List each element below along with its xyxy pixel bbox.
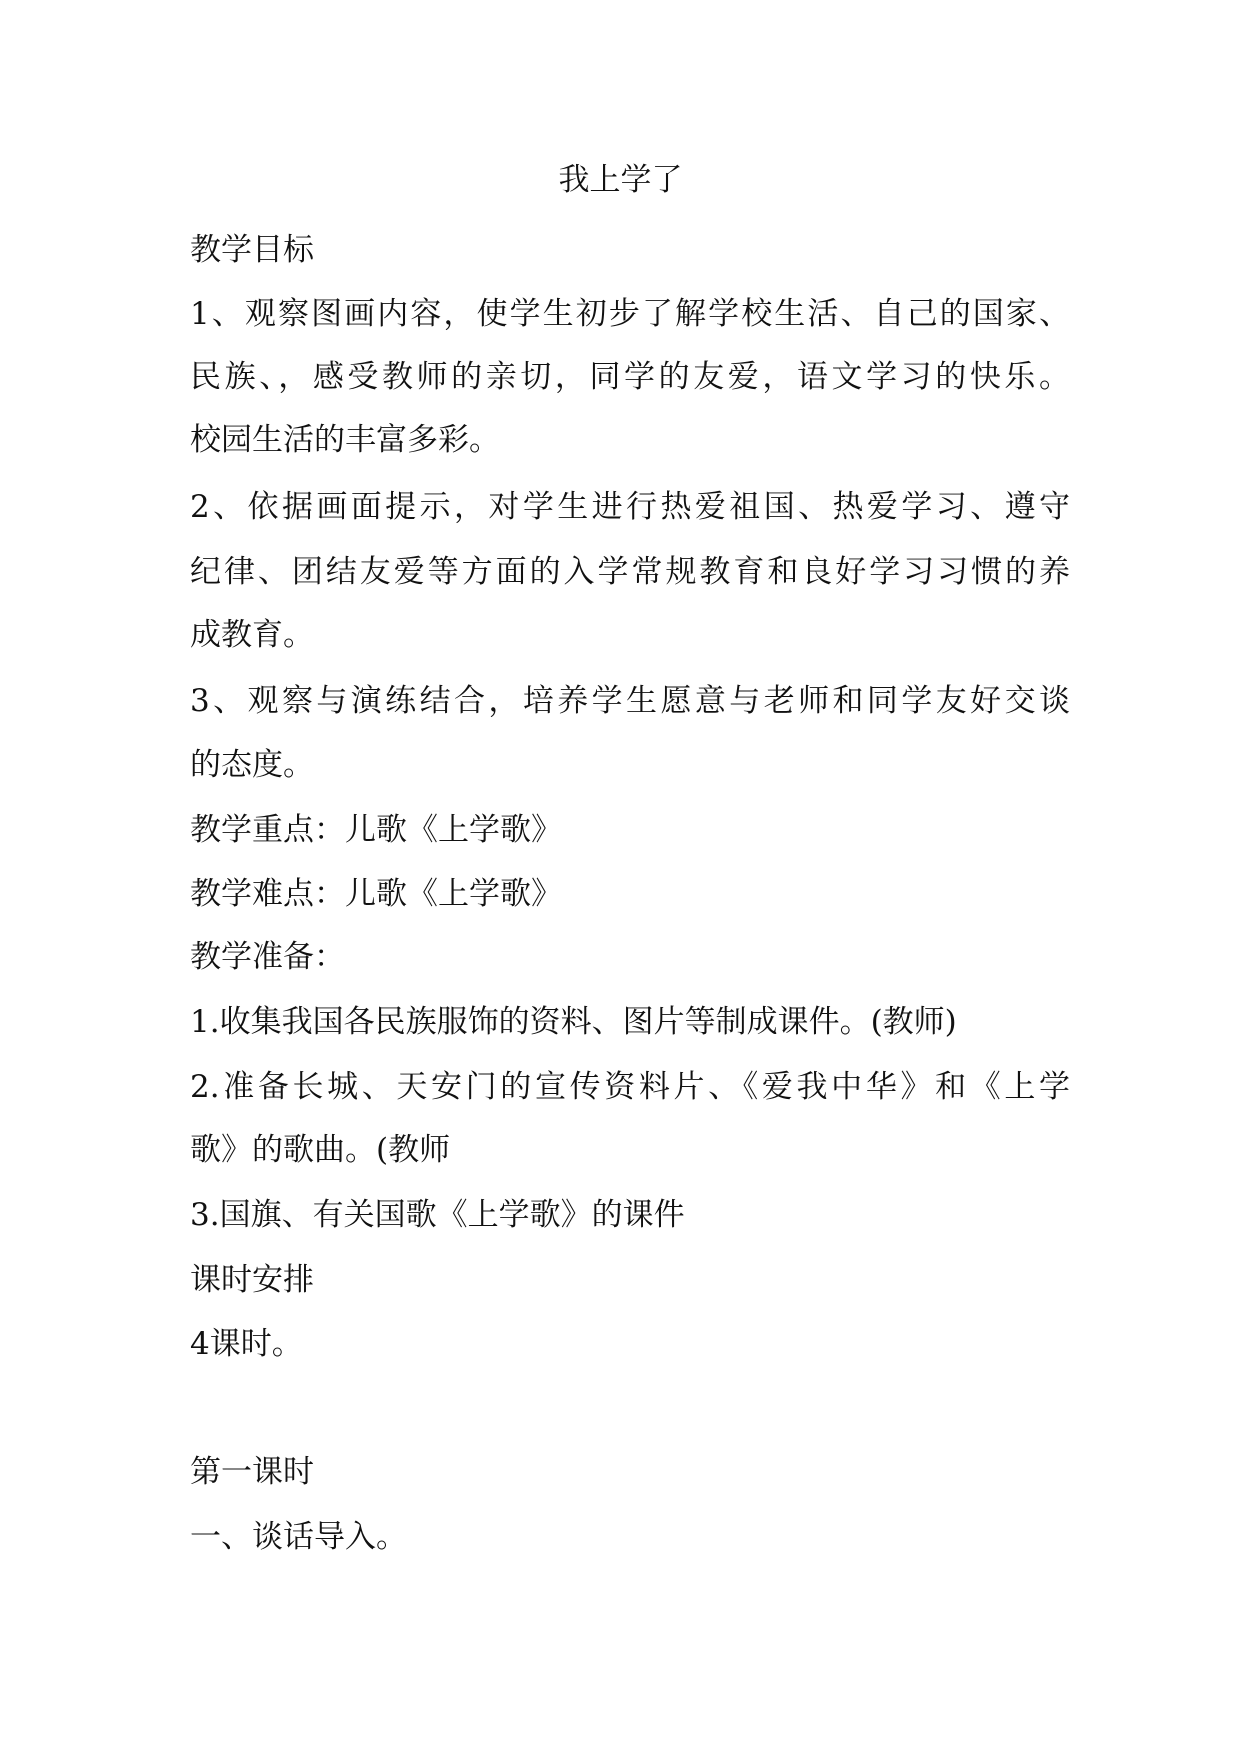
- paragraph-line: 1、观察图画内容，使学生初步了解学校生活、自己的国家、: [190, 296, 1070, 332]
- paragraph-line: 的态度。: [190, 747, 314, 783]
- page-title: 我上学了: [558, 162, 683, 198]
- list-item: 1.收集我国各民族服饰的资料、图片等制成课件。(教师): [190, 1004, 957, 1040]
- paragraph-line: 3、观察与演练结合，培养学生愿意与老师和同学友好交谈: [190, 683, 1070, 719]
- schedule-value: 4课时。: [190, 1326, 303, 1362]
- lesson-heading: 第一课时: [190, 1454, 314, 1490]
- paragraph-line: 民族、，感受教师的亲切，同学的友爱，语文学习的快乐。: [190, 359, 1070, 395]
- section-heading-objectives: 教学目标: [190, 232, 314, 268]
- step-heading: 一、谈话导入。: [190, 1519, 407, 1555]
- list-item: 2.准备长城、天安门的宣传资料片、《爱我中华》和《上学: [190, 1069, 1070, 1105]
- key-point-line: 教学重点：儿歌《上学歌》: [190, 812, 562, 848]
- list-item: 3.国旗、有关国歌《上学歌》的课件: [190, 1197, 685, 1233]
- section-heading-schedule: 课时安排: [190, 1262, 314, 1298]
- paragraph-line: 2、依据画面提示，对学生进行热爱祖国、热爱学习、遵守: [190, 489, 1070, 525]
- paragraph-line: 校园生活的丰富多彩。: [190, 422, 500, 458]
- paragraph-line: 成教育。: [190, 617, 314, 653]
- paragraph-line: 纪律、团结友爱等方面的入学常规教育和良好学习习惯的养: [190, 554, 1070, 590]
- difficulty-line: 教学难点：儿歌《上学歌》: [190, 876, 562, 912]
- list-item-continuation: 歌》的歌曲。(教师: [190, 1132, 451, 1168]
- section-heading-preparation: 教学准备：: [190, 939, 345, 975]
